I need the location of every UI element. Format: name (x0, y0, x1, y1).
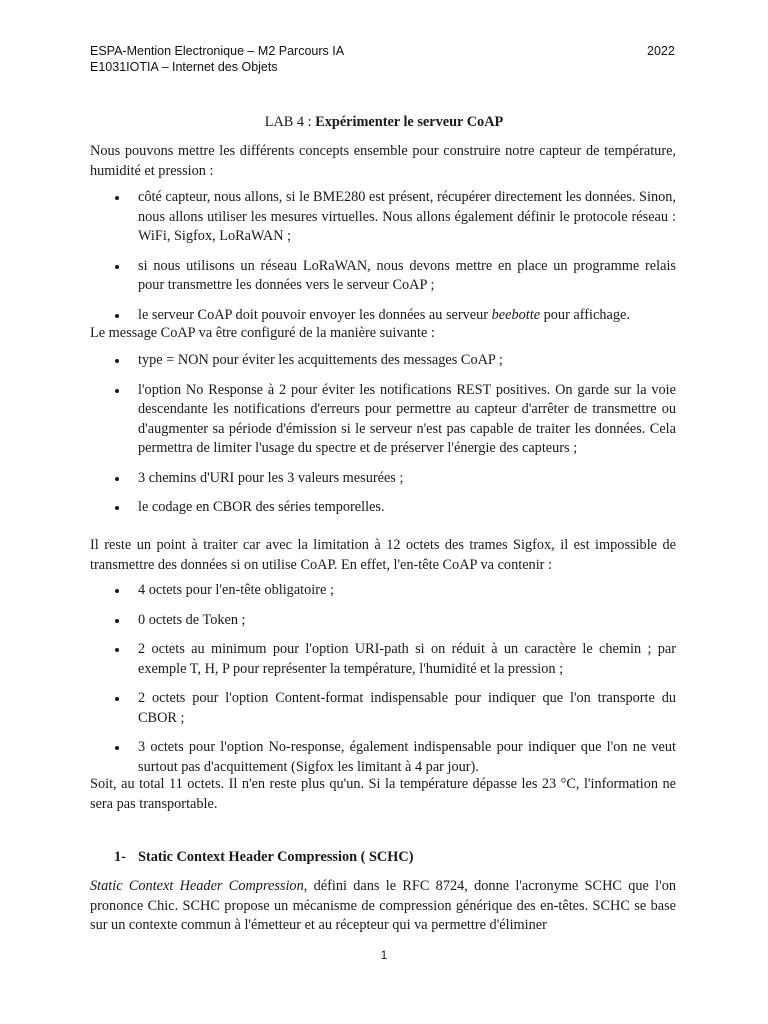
schc-paragraph: Static Context Header Compression, défini dans le RFC 8724, donne l'acronyme SCHC que l'on prononce Chic. SCHC propose un mécanisme de compression générique des en-têtes. SCHC se base sur un contexte commun à l'émetteur et au récepteur qui va permettre d'éliminer (90, 878, 676, 933)
page-title (0, 113, 768, 132)
bullet-icon (115, 697, 119, 701)
title-prefix: LAB 4 : (264, 114, 316, 130)
sigfox-paragraph: Il reste un point à traiter car avec la limitation à 12 octets des trames Sigfox, il est impossible de transmettre des données si on utilise CoAP. En effet, l'en-tête CoAP va contenir : (90, 537, 676, 573)
list-item: 3 chemins d'URI pour les 3 valeurs mesurées ; (90, 469, 676, 489)
bullet-icon (115, 314, 119, 318)
sensor-list (90, 188, 676, 335)
list-item: le codage en CBOR des séries temporelles. (90, 498, 676, 518)
section-heading (114, 848, 413, 867)
list-item: l'option No Response à 2 pour éviter les notifications REST positives. On garde sur la voie descendante les notifications d'erreurs pour permettre au capteur d'arrêter de transmettre ou d'augmenter sa période d'émission si le serveur n'est pas capable de traiter les données. Cela permettra de limiter l'usage du spectre et de préserver l'énergie des capteurs ; (90, 381, 676, 459)
bullet-icon (115, 389, 119, 393)
bullet-icon (115, 648, 119, 652)
coap-config-list (90, 351, 676, 528)
list-item: 2 octets pour l'option Content-format indispensable pour indiquer que l'on transporte du CBOR ; (90, 689, 676, 728)
bullet-icon (115, 506, 119, 510)
beebotte-term: beebotte (491, 306, 541, 323)
section-title: Static Context Header Compression ( SCHC) (138, 849, 414, 865)
title-main: Expérimenter le serveur CoAP (315, 114, 504, 130)
section-number: 1- (114, 849, 126, 865)
bullet-icon (115, 589, 119, 593)
list-item: 2 octets au minimum pour l'option URI-path si on réduit à un caractère le chemin ; par exemple T, H, P pour représenter la température, l'humidité et la pression ; (90, 640, 676, 679)
bullet-icon (115, 619, 119, 623)
list-item: si nous utilisons un réseau LoRaWAN, nous devons mettre en place un programme relais pour transmettre les données vers le serveur CoAP ; (90, 257, 676, 296)
bullet-icon (115, 265, 119, 269)
bullet-icon (115, 746, 119, 750)
header-course: ESPA-Mention Electronique – M2 Parcours IA (90, 44, 345, 58)
list-item: 4 octets pour l'en-tête obligatoire ; (90, 581, 676, 601)
list-item: 0 octets de Token ; (90, 611, 676, 631)
config-paragraph: Le message CoAP va être configuré de la manière suivante : (90, 325, 435, 341)
header-module: E1031IOTIA – Internet des Objets (90, 60, 278, 74)
list-item: type = NON pour éviter les acquittements des messages CoAP ; (90, 351, 676, 371)
schc-term: Static Context Header Compression (90, 878, 304, 894)
total-paragraph: Soit, au total 11 octets. Il n'en reste plus qu'un. Si la température dépasse les 23 °C, l'information ne sera pas transportable. (90, 776, 676, 812)
list-item: côté capteur, nous allons, si le BME280 est présent, récupérer directement les données. Sinon, nous allons utiliser les mesures virtuelles. Nous allons également définir le protocole réseau : WiFi, Sigfox, LoRaWAN ; (90, 188, 676, 247)
bullet-icon (115, 477, 119, 481)
header-bytes-list (90, 581, 676, 787)
intro-paragraph: Nous pouvons mettre les différents concepts ensemble pour construire notre capteur de température, humidité et pression : (90, 143, 676, 179)
list-item: 3 octets pour l'option No-response, également indispensable pour indiquer que l'on ne veut surtout pas d'acquittement (Sigfox les limitant à 4 par jour). (90, 738, 676, 777)
header-year: 2022 (647, 44, 675, 58)
bullet-icon (115, 359, 119, 363)
list-item: le serveur CoAP doit pouvoir envoyer les données au serveur beebotte pour affichage. (90, 306, 676, 326)
page-number: 1 (380, 948, 388, 962)
bullet-icon (115, 196, 119, 200)
